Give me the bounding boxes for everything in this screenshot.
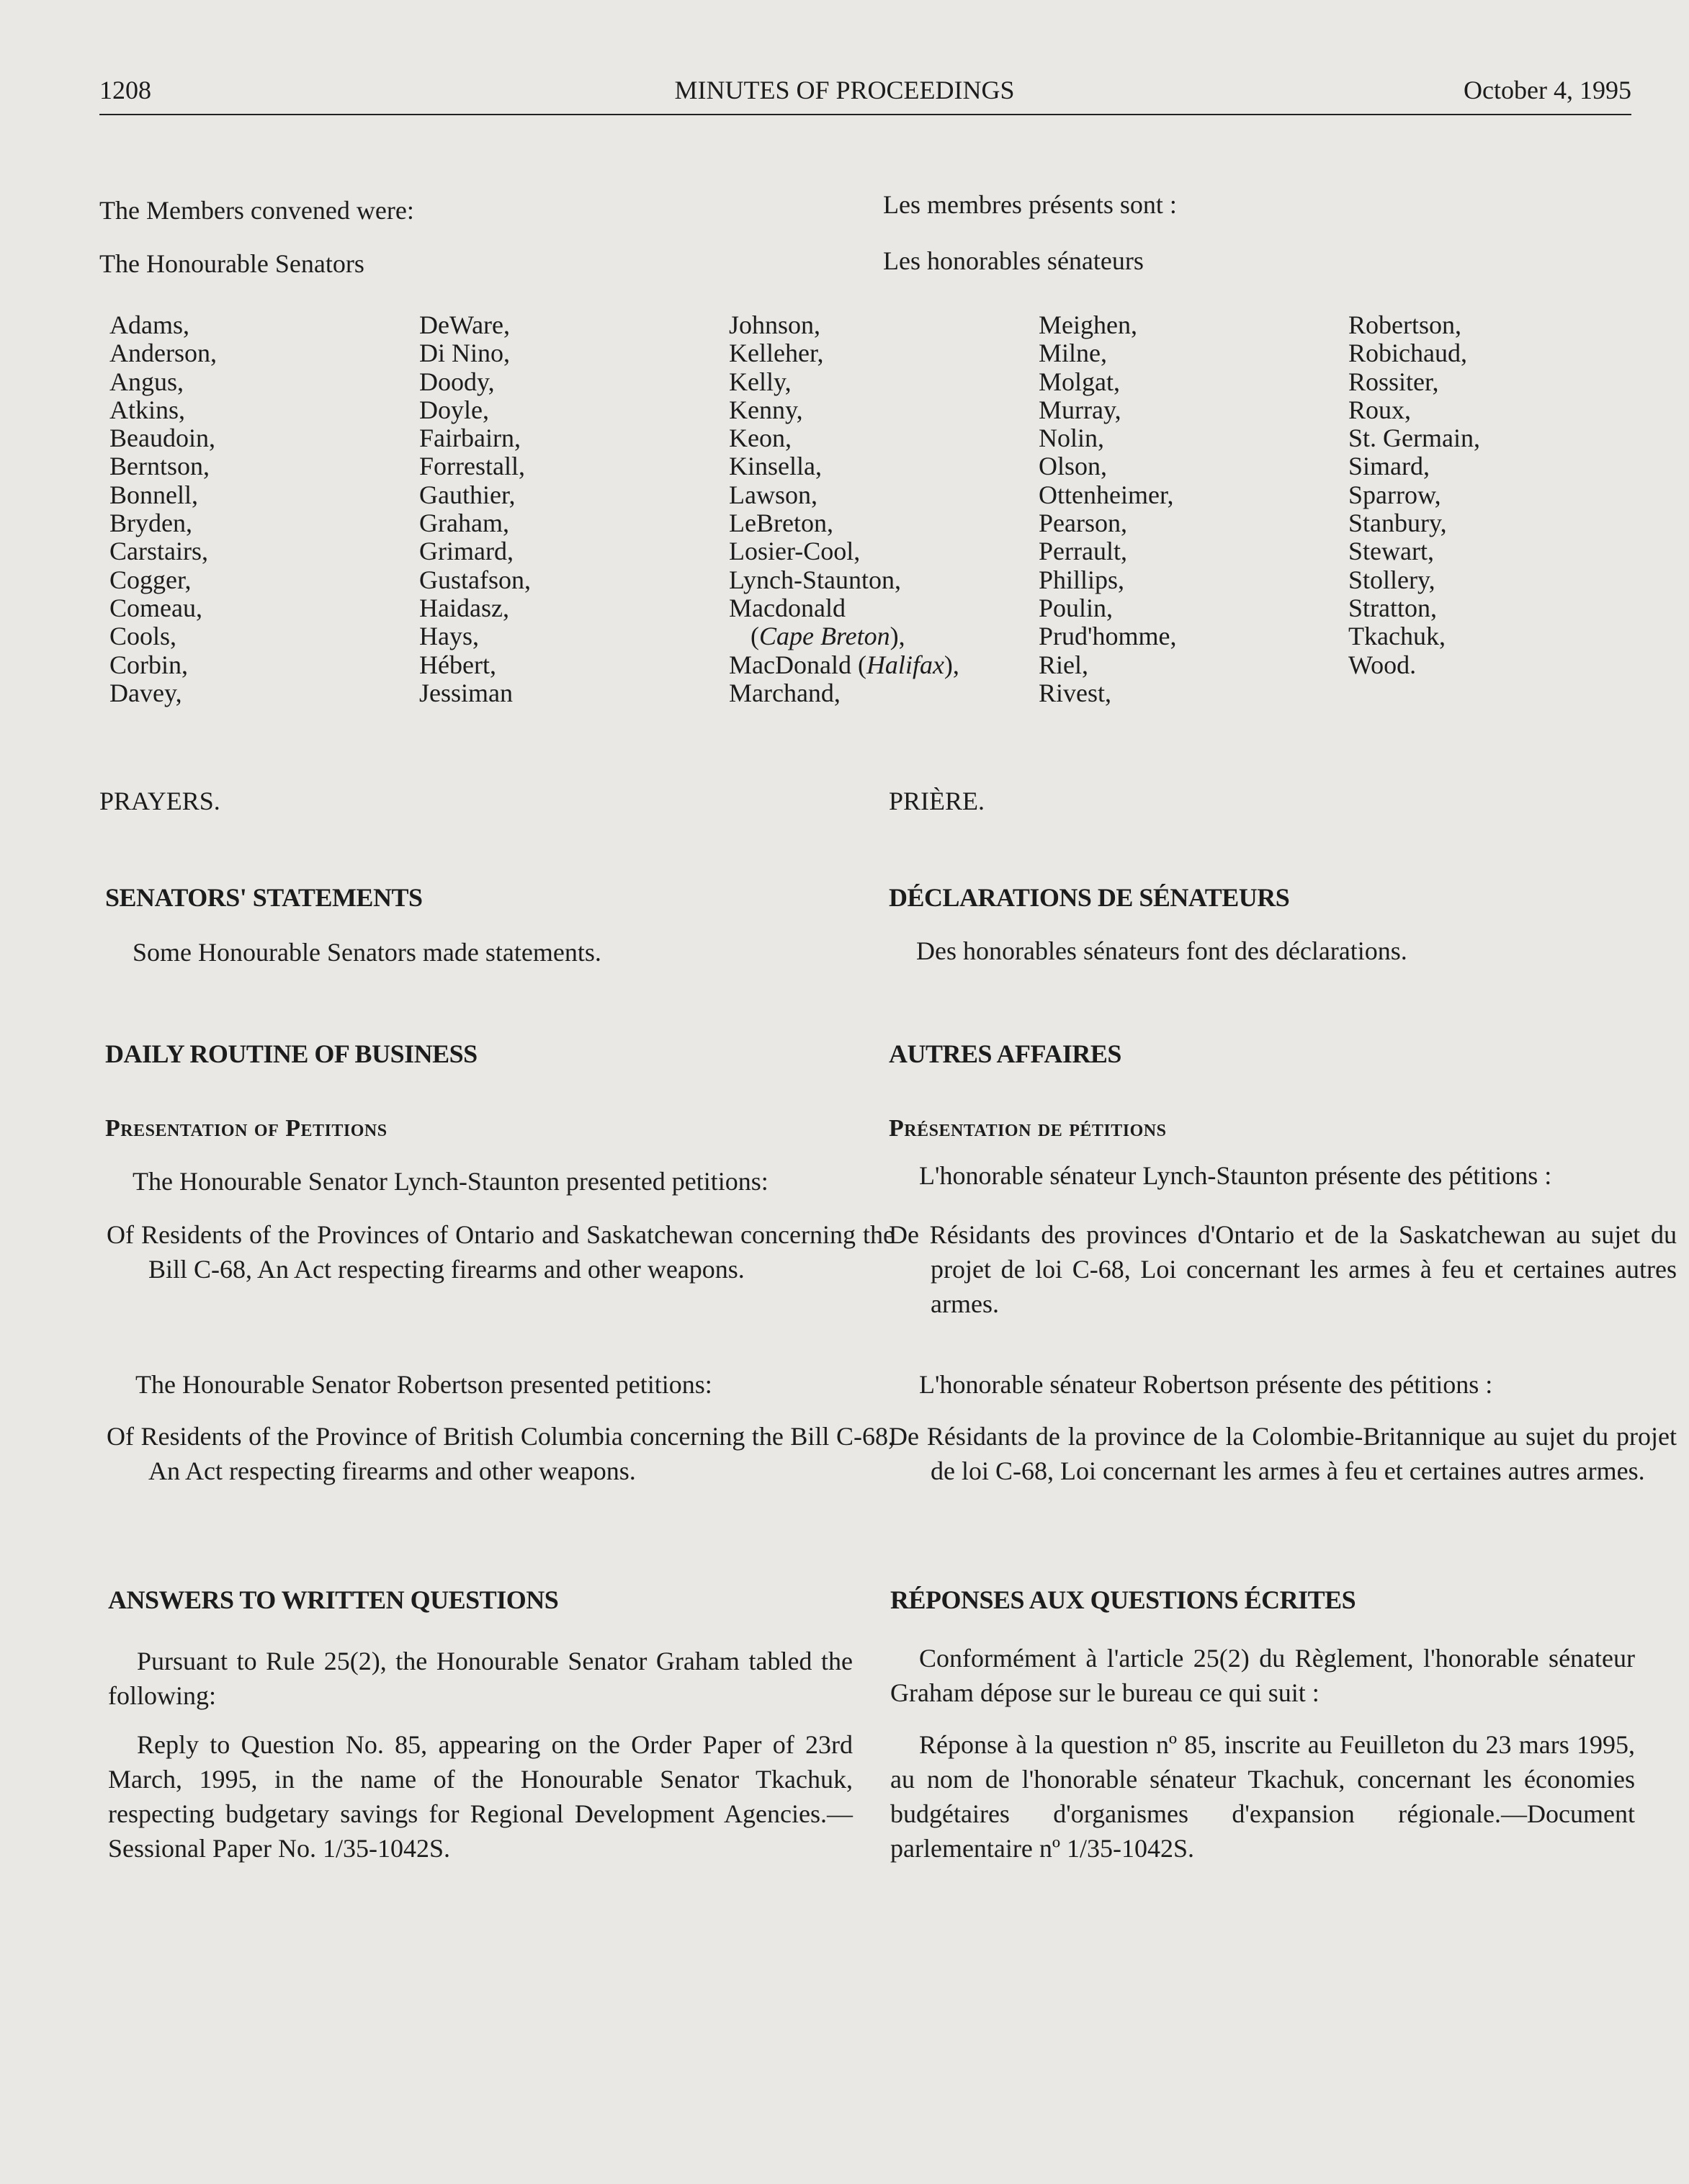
- senator-name: Bonnell,: [109, 480, 198, 509]
- senator-name: Prud'homme,: [1039, 622, 1177, 651]
- senator-name: Davey,: [109, 678, 182, 707]
- senator-name: Rossiter,: [1348, 367, 1439, 396]
- senator-name: Corbin,: [109, 650, 189, 679]
- senator-name: Jessiman: [419, 678, 513, 707]
- senator-name: Losier-Cool,: [729, 537, 861, 566]
- senator-name: Hays,: [419, 622, 479, 651]
- senator-name: Haidasz,: [419, 593, 509, 622]
- senator-name: Beaudoin,: [109, 424, 215, 453]
- senator-name: Johnson,: [729, 310, 821, 339]
- senator-name: Poulin,: [1039, 593, 1114, 622]
- senator-name: Marchand,: [729, 678, 841, 707]
- senator-name: Lynch-Staunton,: [729, 565, 901, 594]
- prayers-en: PRAYERS.: [99, 787, 220, 815]
- honourable-senators-fr: Les honorables sénateurs: [883, 246, 1144, 275]
- statements-heading-en: SENATORS' STATEMENTS: [105, 883, 423, 912]
- senator-list-column-5: [1348, 311, 1480, 679]
- senator-name: Stanbury,: [1348, 509, 1447, 538]
- senator-name: St. Germain,: [1348, 424, 1480, 453]
- senator-name: Murray,: [1039, 395, 1121, 424]
- senator-name: Macdonald: [729, 593, 846, 622]
- senator-name: Roux,: [1348, 395, 1412, 424]
- senator-name: Adams,: [109, 310, 189, 339]
- petition2-text-en: Of Residents of the Province of British Columbia concerning the Bill C-68, An Act respecting firearms and other weapons.: [107, 1422, 895, 1485]
- senator-name: Stewart,: [1348, 537, 1434, 566]
- senator-list-column-4: [1039, 311, 1176, 707]
- routine-heading-en: DAILY ROUTINE OF BUSINESS: [105, 1039, 478, 1068]
- petition2-intro-en: The Honourable Senator Robertson presented petitions:: [135, 1370, 712, 1399]
- senator-name: Sparrow,: [1348, 480, 1441, 509]
- senator-name: Tkachuk,: [1348, 622, 1446, 651]
- answers-reply-fr: Réponse à la question nº 85, inscrite au Feuilleton du 23 mars 1995, au nom de l'honorable sénateur Tkachuk, concernant les économies budgétaires d'organismes d'expansion régionale.—Document parlementaire nº 1/35-1042S.: [890, 1730, 1635, 1863]
- senator-name: Simard,: [1348, 452, 1430, 481]
- statements-text-en: Some Honourable Senators made statements.: [133, 938, 601, 967]
- senator-name: Riel,: [1039, 650, 1088, 679]
- senator-name: Fairbairn,: [419, 424, 521, 453]
- senator-name: Kelleher,: [729, 339, 824, 368]
- senator-name: Carstairs,: [109, 537, 208, 566]
- statements-heading-fr: DÉCLARATIONS DE SÉNATEURS: [889, 883, 1290, 912]
- senator-name: MacDonald (Halifax),: [729, 650, 959, 679]
- senator-name: DeWare,: [419, 310, 511, 339]
- answers-intro-en: Pursuant to Rule 25(2), the Honourable Senator Graham tabled the following:: [108, 1647, 853, 1710]
- petition1-text-fr: De Résidants des provinces d'Ontario et de la Saskatchewan au sujet du projet de loi C-68, Loi concernant les armes à feu et certaines autres armes.: [889, 1220, 1677, 1318]
- senator-name: Stratton,: [1348, 593, 1437, 622]
- senator-name: Anderson,: [109, 339, 217, 368]
- senator-name: Nolin,: [1039, 424, 1105, 453]
- page-header-title: MINUTES OF PROCEEDINGS: [674, 76, 1015, 104]
- senator-name: Angus,: [109, 367, 184, 396]
- senator-name: Atkins,: [109, 395, 186, 424]
- senator-name: LeBreton,: [729, 509, 833, 538]
- answers-reply-en: Reply to Question No. 85, appearing on the Order Paper of 23rd March, 1995, in the name of the Honourable Senator Tkachuk, respecting budgetary savings for Regional Development Agencies.—Sessional Paper No. 1/35-1042S.: [108, 1730, 853, 1863]
- petition1-text-en: Of Residents of the Provinces of Ontario and Saskatchewan concerning the Bill C-68, An Act respecting firearms and other weapons.: [107, 1220, 895, 1284]
- senator-list-column-3: [729, 311, 959, 707]
- answers-heading-en: ANSWERS TO WRITTEN QUESTIONS: [108, 1585, 559, 1614]
- senator-name: Cools,: [109, 622, 177, 651]
- senator-name: Gustafson,: [419, 565, 531, 594]
- senator-name: Di Nino,: [419, 339, 510, 368]
- petitions-heading-en: Presentation of Petitions: [105, 1115, 387, 1142]
- senator-name: Keon,: [729, 424, 792, 453]
- answers-heading-fr: RÉPONSES AUX QUESTIONS ÉCRITES: [890, 1585, 1356, 1614]
- senator-name: (Cape Breton),: [751, 622, 905, 651]
- senator-name: Robertson,: [1348, 310, 1461, 339]
- senator-name: Wood.: [1348, 650, 1417, 679]
- senator-name: Ottenheimer,: [1039, 480, 1174, 509]
- senator-name: Grimard,: [419, 537, 514, 566]
- members-convened-en: The Members convened were:: [99, 196, 414, 225]
- page-date: October 4, 1995: [1464, 76, 1631, 104]
- senator-name: Olson,: [1039, 452, 1108, 481]
- routine-heading-fr: AUTRES AFFAIRES: [889, 1039, 1121, 1068]
- senator-name: Berntson,: [109, 452, 210, 481]
- senator-name: Meighen,: [1039, 310, 1137, 339]
- senator-name: Milne,: [1039, 339, 1107, 368]
- senator-name: Cogger,: [109, 565, 192, 594]
- senator-name: Robichaud,: [1348, 339, 1467, 368]
- senator-name: Perrault,: [1039, 537, 1127, 566]
- members-convened-fr: Les membres présents sont :: [883, 190, 1177, 219]
- senator-name: Kenny,: [729, 395, 803, 424]
- senator-name: Pearson,: [1039, 509, 1127, 538]
- honourable-senators-en: The Honourable Senators: [99, 249, 364, 278]
- senator-name: Hébert,: [419, 650, 496, 679]
- senator-name: Gauthier,: [419, 480, 516, 509]
- senator-name: Lawson,: [729, 480, 817, 509]
- prayers-fr: PRIÈRE.: [889, 787, 985, 815]
- petition1-intro-en: The Honourable Senator Lynch-Staunton presented petitions:: [133, 1167, 769, 1196]
- senator-name: Kelly,: [729, 367, 792, 396]
- senator-name: Molgat,: [1039, 367, 1120, 396]
- senator-name: Rivest,: [1039, 678, 1112, 707]
- senator-name: Bryden,: [109, 509, 192, 538]
- header-rule: [99, 114, 1631, 115]
- petition2-text-fr: De Résidants de la province de la Colombie-Britannique au sujet du projet de loi C-68, Loi concernant les armes à feu et certaines autres armes.: [889, 1422, 1677, 1485]
- senator-name: Phillips,: [1039, 565, 1125, 594]
- senator-name: Forrestall,: [419, 452, 525, 481]
- senator-name: Comeau,: [109, 593, 202, 622]
- senator-name: Kinsella,: [729, 452, 822, 481]
- senator-name: Stollery,: [1348, 565, 1435, 594]
- answers-intro-fr: Conformément à l'article 25(2) du Règlement, l'honorable sénateur Graham dépose sur le bureau ce qui suit :: [890, 1644, 1635, 1707]
- petition1-intro-fr: L'honorable sénateur Lynch-Staunton présente des pétitions :: [919, 1161, 1552, 1190]
- senator-name: Doody,: [419, 367, 495, 396]
- petition2-intro-fr: L'honorable sénateur Robertson présente des pétitions :: [919, 1370, 1493, 1399]
- senator-name: Doyle,: [419, 395, 489, 424]
- senator-list-column-2: [419, 311, 531, 707]
- statements-text-fr: Des honorables sénateurs font des déclarations.: [916, 936, 1407, 965]
- senator-list-column-1: [109, 311, 217, 707]
- senator-name: Graham,: [419, 509, 509, 538]
- page-number: 1208: [99, 76, 151, 104]
- petitions-heading-fr: Présentation de pétitions: [889, 1115, 1167, 1142]
